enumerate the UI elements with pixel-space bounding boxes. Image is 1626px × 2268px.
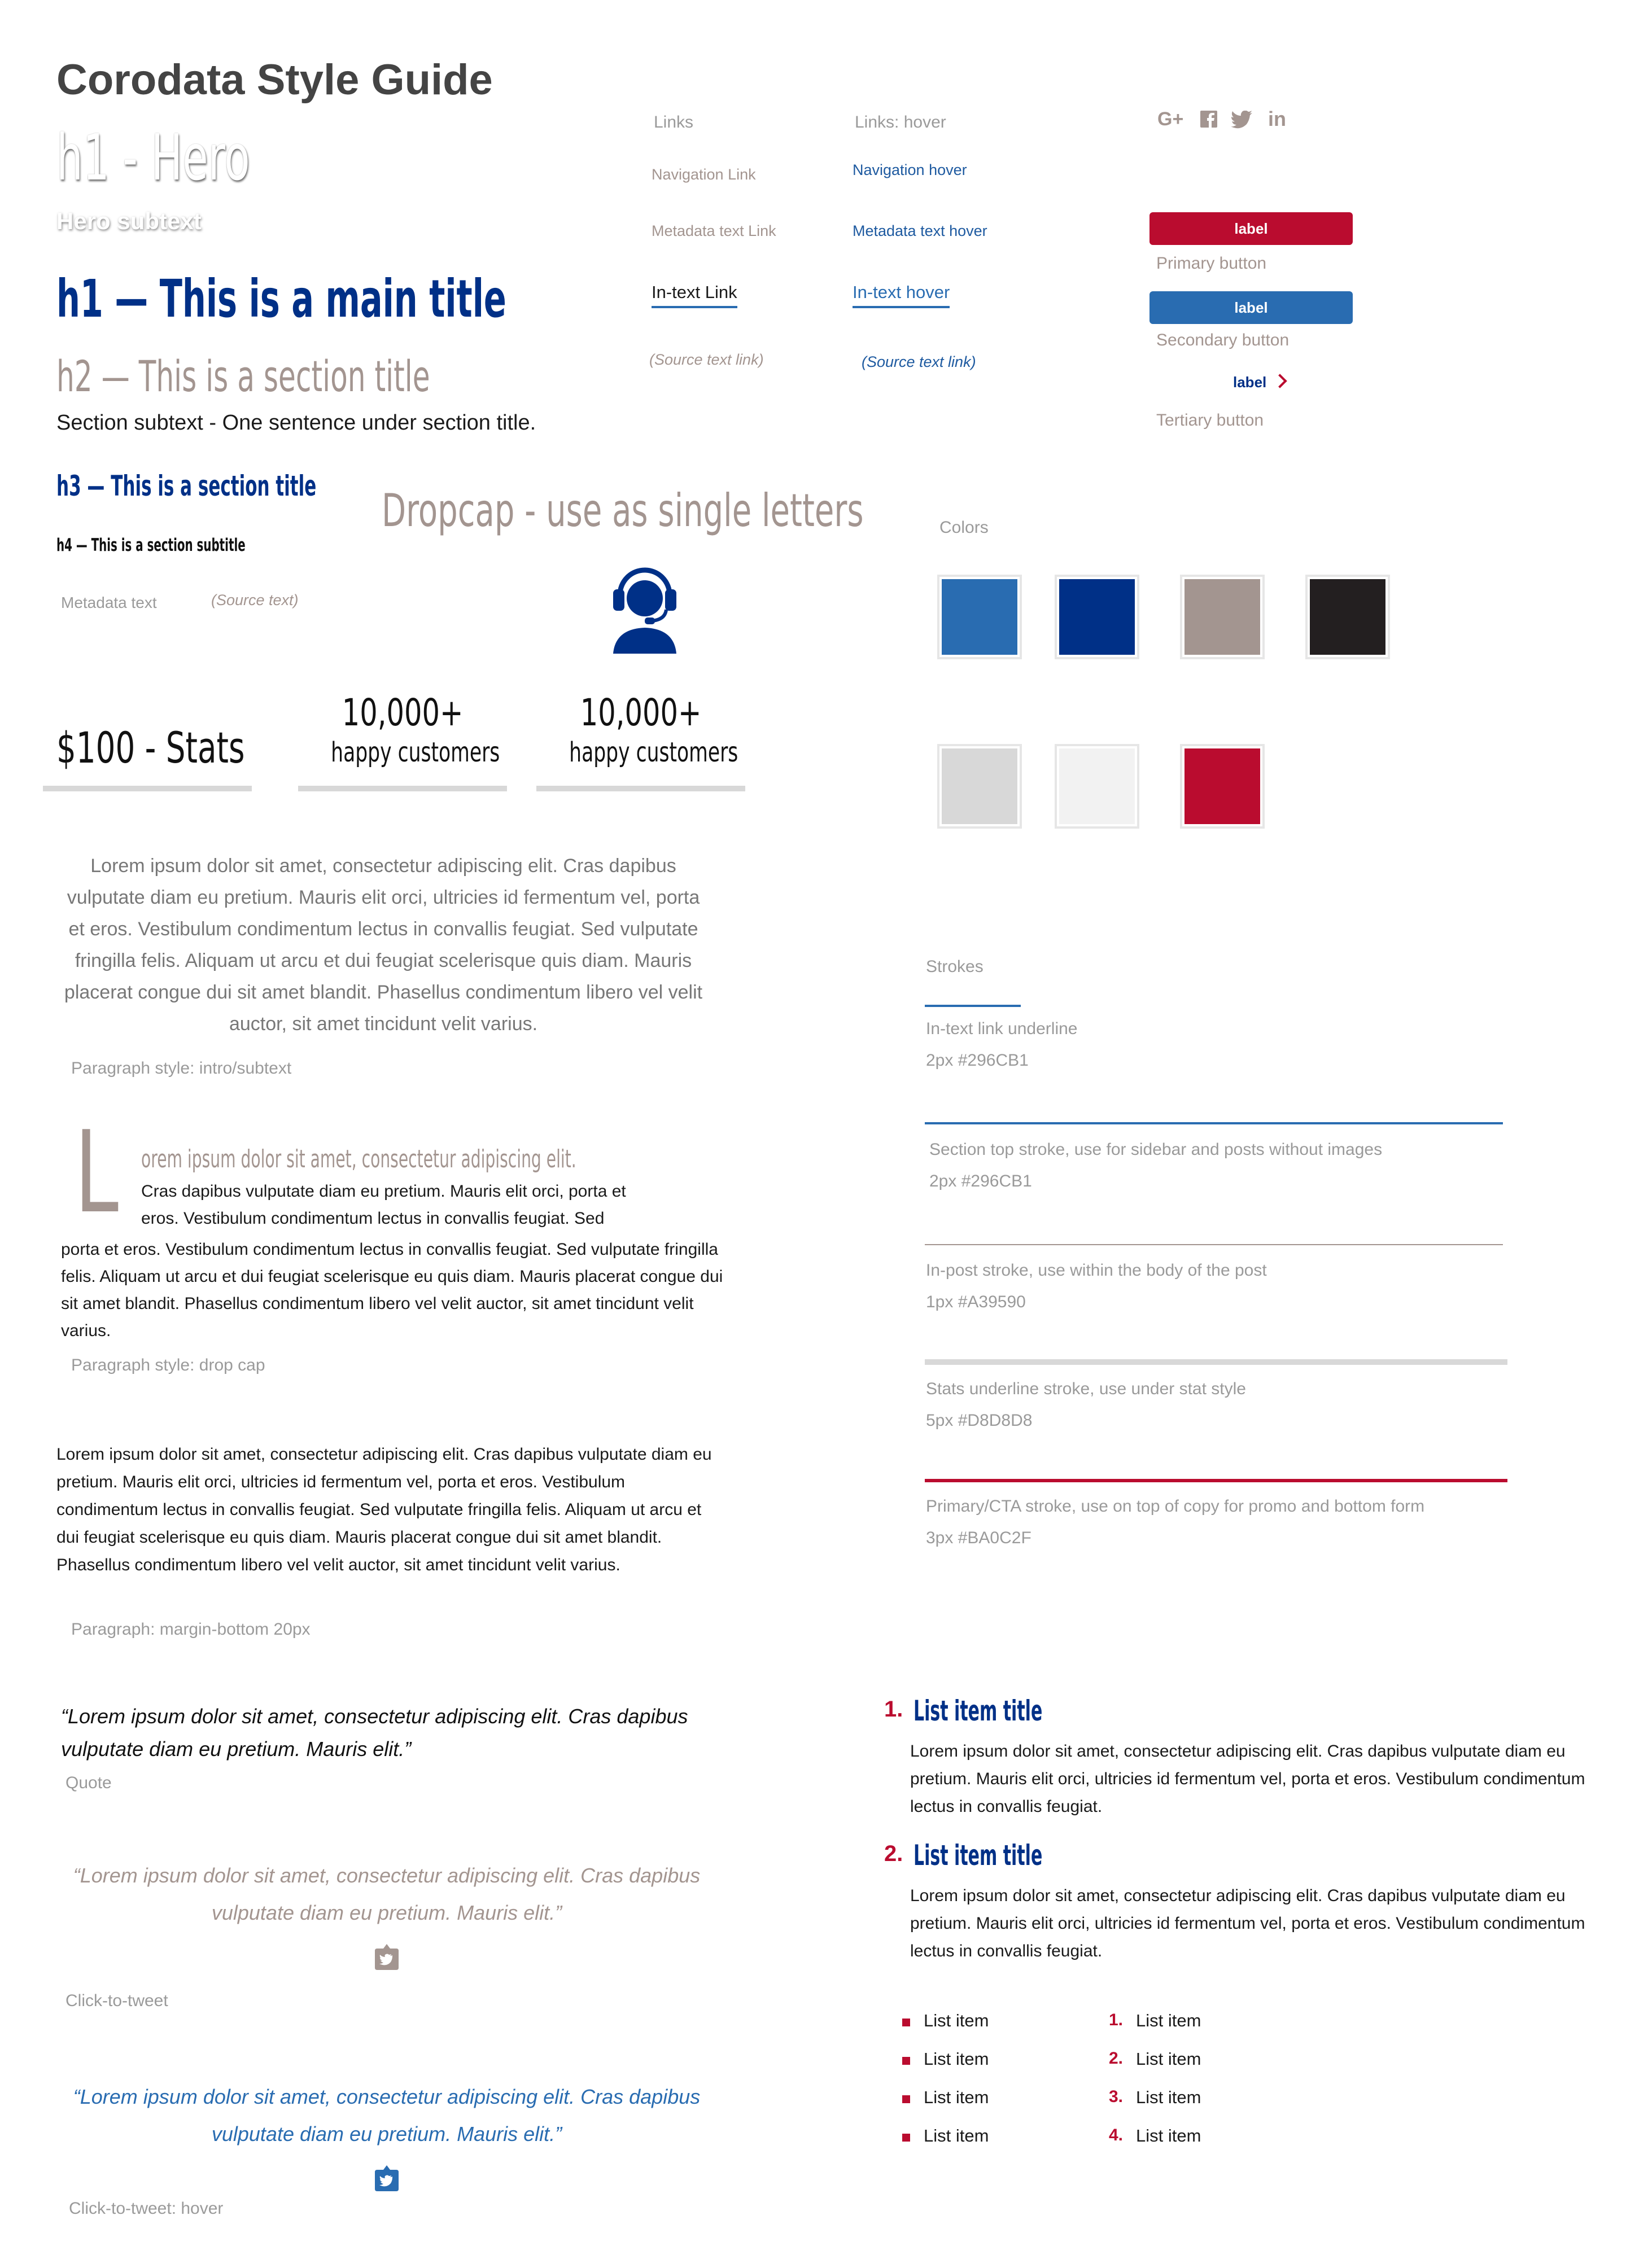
stroke-label: In-post stroke, use within the body of the post: [926, 1261, 1267, 1280]
list-number: 4.: [1109, 2126, 1124, 2144]
swatch-fill: [1184, 748, 1260, 824]
nav-hover[interactable]: Navigation hover: [853, 161, 967, 178]
stroke-sample-cta: [925, 1479, 1507, 1482]
links-header: Links: [654, 113, 694, 132]
swatch-fill: [942, 579, 1017, 655]
secondary-button-caption: Secondary button: [1156, 331, 1290, 349]
stat-underline: [298, 786, 507, 791]
list-number: 2.: [1109, 2049, 1124, 2068]
bullet-marker: [902, 2057, 910, 2065]
list-item: List item: [924, 2087, 989, 2107]
dropcap-paragraph: porta et eros. Vestibulum condimentum lectus in convallis feugiat. Sed vulputate fringilla felis. Aliquam ut arcu et dui feugiat scelerisque eu quis diam. Mauris placerat congue dui sit amet blandit. Phasellus condimentum libero vel velit auctor, sit amet tincidunt velit varius.: [61, 1240, 723, 1340]
dropcap-caption: Paragraph style: drop cap: [71, 1356, 265, 1374]
strokes-header: Strokes: [926, 957, 984, 976]
source-link[interactable]: (Source text link): [649, 351, 764, 368]
primary-button[interactable]: label: [1149, 212, 1353, 245]
dropcap-letter: L: [75, 1107, 119, 1238]
intro-caption: Paragraph style: intro/subtext: [71, 1059, 292, 1078]
stat-value: 10,000+: [342, 691, 464, 734]
nav-link[interactable]: Navigation Link: [652, 166, 756, 183]
h1-heading: h1 — This is a main title: [56, 269, 506, 329]
stroke-label: In-text link underline: [926, 1019, 1078, 1038]
stroke-label: Stats underline stroke, use under stat style: [926, 1380, 1246, 1398]
secondary-button[interactable]: label: [1149, 291, 1353, 324]
list-item: List item: [1136, 2087, 1201, 2107]
intro-paragraph: Lorem ipsum dolor sit amet, consectetur adipiscing elit. Cras dapibus vulputate diam eu pretium. Mauris elit orci, ultricies id fermentum vel, porta et eros. Vestibulum condimentum lectus in convallis feugiat. Sed vulputate fringilla felis. Aliquam ut arcu et dui feugiat scelerisque quis diam. Mauris placerat congue dui sit amet blandit. Phasellus condimentum libero vel velit auctor, sit amet tincidunt velit varius.: [64, 855, 703, 1035]
swatch-fill: [1059, 748, 1135, 824]
stat-block: [536, 691, 745, 768]
intext-link[interactable]: In-text Link: [652, 282, 737, 308]
dropcap-line: eros. Vestibulum condimentum lectus in convallis feugiat. Sed: [141, 1209, 605, 1228]
color-swatch-light-grey: [937, 744, 1022, 829]
color-swatch-off-white: [1055, 744, 1139, 829]
tweet-caption: Click-to-tweet: [65, 1991, 168, 2010]
stat-underline: [536, 786, 745, 791]
color-swatch-red: [1180, 744, 1265, 829]
swatch-fill: [1310, 579, 1385, 655]
tweet-icon[interactable]: [375, 1944, 399, 1970]
google-plus-icon[interactable]: G+: [1157, 108, 1184, 130]
chevron-right-icon: [1273, 374, 1287, 388]
metadata-hover[interactable]: Metadata text hover: [853, 222, 987, 239]
stat-underline: [43, 786, 252, 791]
list-title-number: 2.: [884, 1841, 903, 1866]
list-item: List item: [1136, 2126, 1201, 2146]
list-title-item: [884, 1841, 1128, 1874]
tertiary-button-caption: Tertiary button: [1156, 411, 1264, 430]
list-number: 1.: [1109, 2011, 1124, 2029]
quote-caption: Quote: [65, 1774, 112, 1792]
intext-hover[interactable]: In-text hover: [853, 282, 950, 308]
color-swatch-taupe: [1180, 575, 1265, 659]
body-paragraph: Lorem ipsum dolor sit amet, consectetur adipiscing elit. Cras dapibus vulputate diam eu pretium. Mauris elit orci, ultricies id fermentum vel, porta et eros. Vestibulum condimentum lectus in convallis feugiat. Sed vulputate fringilla felis. Aliquam ut arcu et dui feugiat scelerisque eu quis diam. Mauris placerat congue dui sit amet blandit. Phasellus condimentum libero vel velit auctor, sit amet tincidunt velit varius.: [56, 1445, 712, 1574]
hero-subtext: Hero subtext: [56, 208, 202, 234]
h3-heading: h3 — This is a section title: [56, 470, 317, 502]
twitter-icon[interactable]: [1231, 111, 1252, 129]
tertiary-button-label: label: [1233, 374, 1267, 391]
color-swatch-blue: [937, 575, 1022, 659]
bullet-marker: [902, 2019, 910, 2026]
stroke-spec: 2px #296CB1: [929, 1172, 1032, 1190]
stat-value-price: $100 - Stats: [56, 723, 245, 773]
list-title-text: Lorem ipsum dolor sit amet, consectetur adipiscing elit. Cras dapibus vulputate diam eu pretium. Mauris elit orci, ultricies id fermentum vel, porta et eros. Vestibulum condimentum lectus in convallis feugiat.: [910, 1886, 1585, 1960]
list-item: List item: [924, 2049, 989, 2069]
tweet-hover-caption: Click-to-tweet: hover: [69, 2199, 224, 2218]
tertiary-button[interactable]: [1233, 374, 1285, 391]
h2-heading: h2 — This is a section title: [56, 351, 430, 401]
section-subtext: Section subtext - One sentence under section title.: [56, 411, 536, 435]
list-item: List item: [1136, 2011, 1201, 2030]
bullet-marker: [902, 2134, 910, 2142]
list-item: List item: [924, 2126, 989, 2146]
stat-block: [298, 691, 507, 768]
linkedin-icon[interactable]: in: [1268, 107, 1286, 130]
facebook-icon[interactable]: [1200, 111, 1217, 128]
support-agent-icon: [610, 562, 680, 654]
source-hover[interactable]: (Source text link): [862, 353, 976, 370]
dropcap-title: Dropcap - use as single letters: [382, 484, 864, 537]
stroke-spec: 3px #BA0C2F: [926, 1529, 1031, 1547]
stroke-spec: 1px #A39590: [926, 1293, 1026, 1311]
page-title: Corodata Style Guide: [56, 56, 493, 104]
list-title-item: [884, 1697, 1128, 1730]
swatch-fill: [1184, 579, 1260, 655]
body-caption: Paragraph: margin-bottom 20px: [71, 1620, 311, 1639]
metadata-link[interactable]: Metadata text Link: [652, 222, 776, 239]
swatch-fill: [1059, 579, 1135, 655]
dropcap-line: Cras dapibus vulputate diam eu pretium. Mauris elit orci, porta et: [141, 1182, 626, 1201]
stroke-sample-stats: [925, 1359, 1507, 1365]
metadata-text: Metadata text: [61, 594, 157, 611]
source-text: (Source text): [211, 592, 299, 608]
list-title-number: 1.: [884, 1697, 903, 1722]
dropcap-heading: orem ipsum dolor sit amet, consectetur adipiscing elit.: [141, 1145, 576, 1174]
tweet-hover-icon[interactable]: [375, 2165, 399, 2191]
list-item: List item: [924, 2011, 989, 2030]
color-swatch-navy: [1055, 575, 1139, 659]
list-title-heading: List item title: [913, 1695, 1043, 1727]
stat-label: happy customers: [569, 737, 738, 768]
stroke-sample-section-top: [925, 1122, 1503, 1124]
primary-button-caption: Primary button: [1156, 254, 1267, 273]
h4-heading: h4 — This is a section subtitle: [56, 535, 246, 555]
tweet-hover-quote[interactable]: “Lorem ipsum dolor sit amet, consectetur adipiscing elit. Cras dapibus vulputate diam eu pretium. Mauris elit.”: [73, 2085, 701, 2146]
stroke-spec: 2px #296CB1: [926, 1051, 1029, 1070]
list-item: List item: [1136, 2049, 1201, 2069]
links-hover-header: Links: hover: [855, 113, 946, 132]
stat-label: happy customers: [331, 737, 500, 768]
tweet-quote: “Lorem ipsum dolor sit amet, consectetur adipiscing elit. Cras dapibus vulputate diam eu pretium. Mauris elit.”: [73, 1864, 701, 1924]
stroke-label: Primary/CTA stroke, use on top of copy for promo and bottom form: [926, 1497, 1425, 1516]
list-title-text: Lorem ipsum dolor sit amet, consectetur adipiscing elit. Cras dapibus vulputate diam eu pretium. Mauris elit orci, ultricies id fermentum vel, porta et eros. Vestibulum condimentum lectus in convallis feugiat.: [910, 1742, 1585, 1816]
stroke-label: Section top stroke, use for sidebar and posts without images: [929, 1140, 1383, 1159]
bullet-marker: [902, 2095, 910, 2103]
quote-text: “Lorem ipsum dolor sit amet, consectetur adipiscing elit. Cras dapibus vulputate diam eu pretium. Mauris elit.”: [61, 1705, 688, 1761]
hero-heading: h1 - Hero: [56, 121, 250, 195]
stroke-sample-link-underline: [925, 1005, 1021, 1007]
stat-value: 10,000+: [580, 691, 702, 734]
stroke-sample-in-post: [925, 1244, 1503, 1245]
colors-header: Colors: [939, 518, 989, 537]
list-title-heading: List item title: [913, 1839, 1043, 1872]
list-number: 3.: [1109, 2087, 1124, 2106]
stroke-spec: 5px #D8D8D8: [926, 1411, 1033, 1430]
swatch-fill: [942, 748, 1017, 824]
color-swatch-black: [1305, 575, 1390, 659]
